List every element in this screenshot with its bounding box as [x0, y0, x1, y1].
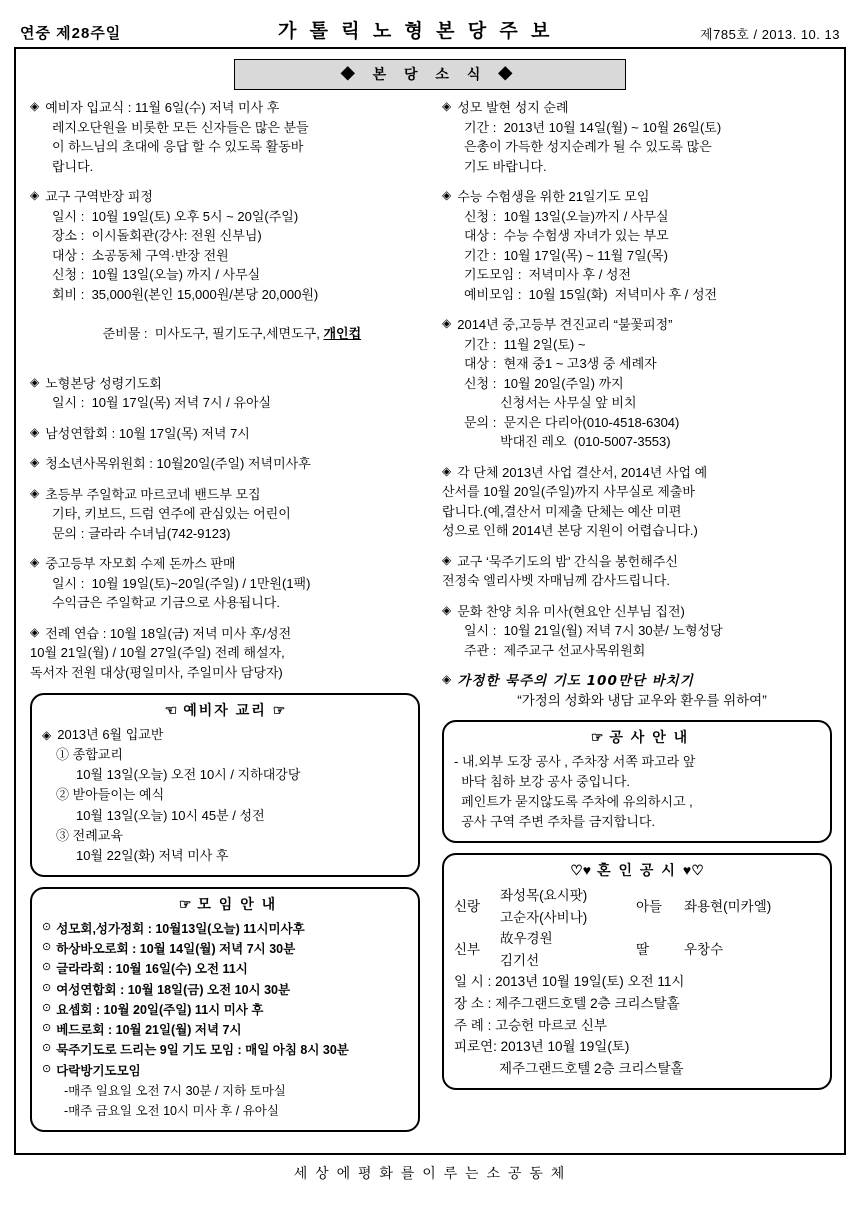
- notice-item: [442, 602, 832, 661]
- catechumen-row: [42, 826, 408, 846]
- notice-line: 대상 : 소공동체 구역·반장 전원: [52, 247, 229, 263]
- diamond-bullet-icon: ◈: [30, 555, 40, 569]
- notice-line: 기도모임 : 저녁미사 후 / 성전: [464, 267, 632, 282]
- masthead: [14, 10, 846, 47]
- notice-line: 랍니다.(예,결산서 미제출 단체는 예산 미편: [442, 503, 682, 519]
- bride-name: 우창수: [684, 942, 724, 958]
- marriage-detail-line: 피로연: 2013년 10월 19일(토): [454, 1039, 630, 1055]
- diamond-bullet-icon: ◈: [42, 728, 52, 742]
- meeting-item-text: 다락방기도모임: [56, 1063, 141, 1078]
- construction-line: 페인트가 묻지않도록 주차에 유의하시고 ,: [454, 793, 693, 809]
- groom-relation: 아들: [636, 898, 663, 914]
- notice-line: 독서자 전원 대상(평일미사, 주일미사 담당자): [30, 664, 283, 680]
- groom-name: 좌용현(미카엘): [684, 898, 772, 914]
- circle-dot-icon: ⊙: [42, 941, 52, 954]
- circled-number-icon: ③: [56, 827, 70, 843]
- notice-line: 대상 : 현재 중1 ~ 고3생 중 세례자: [464, 356, 657, 371]
- marriage-detail-line: 장 소 : 제주그랜드호텔 2층 크리스탈홀: [454, 996, 680, 1012]
- list-item: [42, 1040, 408, 1060]
- notice-line: 주관 : 제주교구 선교사목위원회: [464, 642, 646, 658]
- bride-parent-name: 김기선: [500, 952, 540, 968]
- circled-number-icon: ②: [56, 787, 70, 803]
- meeting-item-text: 베드로회 : 10월 21일(월) 저녁 7시: [56, 1023, 242, 1038]
- notice-line: 회비 : 35,000원(본인 15,000원/본당 20,000원): [52, 286, 319, 302]
- diamond-bullet-icon: ◈: [442, 188, 452, 202]
- notice-item: [442, 187, 832, 304]
- list-item: [42, 1000, 408, 1020]
- construction-box-title: [454, 727, 820, 747]
- notice-line: 전정숙 엘리사벳 자매님께 감사드립니다.: [442, 573, 670, 588]
- marriage-detail-line: 제주그랜드호텔 2층 크리스탈홀: [454, 1060, 684, 1076]
- notice-item: [442, 315, 832, 452]
- circle-dot-icon: ⊙: [42, 961, 52, 974]
- construction-line: 공사 구역 주변 주차를 금지합니다.: [454, 813, 656, 829]
- notice-line: 장소 : 이시돌회관(강사: 전원 신부님): [52, 228, 262, 243]
- notice-item: [442, 463, 832, 541]
- marriage-box-title: [454, 860, 820, 880]
- notice-heading: 중고등부 자모회 수제 돈까스 판매: [45, 556, 236, 571]
- notice-line: 신청서는 사무실 앞 비치: [464, 395, 637, 410]
- meeting-item-text: 여성연합회 : 10월 18일(금) 오전 10시 30분: [56, 982, 291, 997]
- notice-item: [30, 454, 420, 474]
- notice-heading: 성모 발현 성지 순례: [457, 100, 569, 115]
- right-column: [430, 98, 836, 1142]
- notice-heading: 수능 수험생을 위한 21일기도 모임: [457, 189, 650, 204]
- notice-line: 문의 : 문지은 다리아(010-4518-6304): [464, 414, 680, 430]
- notice-line: 신청 : 10월 20일(주일) 까지: [464, 375, 624, 391]
- masthead-issue: 제785호 / 2013. 10. 13: [700, 27, 840, 42]
- meeting-box-title-text: 모 임 안 내: [197, 895, 278, 912]
- notice-heading: 노형본당 성령기도회: [45, 375, 162, 391]
- catechumen-row-text: 전례교육: [72, 827, 123, 843]
- construction-line: - 내.외부 도장 공사 , 주차장 서쪽 파고라 앞: [454, 753, 696, 769]
- pointing-hand-right-icon: ☞: [178, 895, 192, 912]
- pointing-hand-right-icon: ☞: [272, 702, 286, 718]
- catechumen-row-detail: 10월 13일(오늘) 10시 45분 / 성전: [76, 807, 265, 823]
- notice-line: 수익금은 주일학교 기금으로 사용됩니다.: [52, 595, 280, 610]
- notice-heading: 각 단체 2013년 사업 결산서, 2014년 사업 예: [457, 464, 708, 480]
- bride-label: 신부: [454, 942, 481, 958]
- catechumen-row-text: 종합교리: [72, 747, 123, 763]
- bride-parent-name: 故우경원: [500, 931, 553, 947]
- notice-item: [30, 624, 420, 683]
- diamond-bullet-icon: ◈: [30, 455, 40, 469]
- notice-heading: 전례 연습 : 10월 18일(금) 저녁 미사 후/성전: [45, 625, 292, 641]
- notice-item: [30, 98, 420, 176]
- page-footer: 세 상 에 평 화 를 이 루 는 소 공 동 체: [293, 1165, 567, 1181]
- circle-dot-icon: ⊙: [42, 1062, 52, 1075]
- diamond-bullet-icon: ◈: [30, 188, 40, 202]
- notice-line: 신청 : 10월 13일(오늘) 까지 / 사무실: [52, 267, 261, 282]
- notice-emphasis: 개인컵: [323, 325, 362, 341]
- two-column-layout: [24, 98, 836, 1142]
- construction-line: 바닥 침하 보강 공사 중입니다.: [454, 773, 630, 789]
- banner-wrap: [24, 55, 836, 90]
- left-column: [24, 98, 430, 1142]
- diamond-bullet-icon: ◈: [30, 99, 40, 113]
- meeting-item-text: 성모회,성가정회 : 10월13일(오늘) 11시미사후: [56, 921, 305, 936]
- section-banner: ◆ 본 당 소 식 ◆: [234, 59, 626, 90]
- notice-item: [30, 554, 420, 613]
- circle-dot-icon: ⊙: [42, 1001, 52, 1014]
- list-item: [42, 919, 408, 939]
- catechumen-row-text: 2013년 6월 입교반: [57, 727, 164, 742]
- meeting-item-text: 묵주기도로 드리는 9일 기도 모임 : 매일 아침 8시 30분: [56, 1043, 349, 1058]
- notice-item: [30, 424, 420, 444]
- notice-heading: 초등부 주일학교 마르코네 밴드부 모집: [45, 486, 261, 502]
- notice-line: 레지오단원을 비롯한 모든 신자들은 많은 분들: [52, 119, 309, 135]
- meeting-note: -매주 일요일 오전 7시 30분 / 지하 토마실: [64, 1083, 286, 1098]
- notice-heading: 교구 ‘묵주기도의 밤’ 간식을 봉헌해주신: [457, 553, 678, 569]
- meeting-list: [42, 919, 408, 1122]
- diamond-bullet-icon: ◈: [442, 672, 452, 686]
- diamond-bullet-icon: ◈: [30, 424, 40, 439]
- notice-line: 기타, 키보드, 드럼 연주에 관심있는 어린이: [52, 506, 291, 521]
- notice-heading: 남성연합회 : 10월 17일(목) 저녁 7시: [45, 425, 250, 441]
- notice-line: 일시 : 10월 21일(월) 저녁 7시 30분/ 노형성당: [464, 623, 723, 638]
- notice-item: [30, 485, 420, 544]
- list-item: [42, 1020, 408, 1040]
- groom-label: 신랑: [454, 898, 481, 914]
- diamond-bullet-icon: ◈: [30, 624, 40, 639]
- list-item: [42, 1061, 408, 1081]
- catechumen-row-text: 받아들이는 예식: [72, 787, 165, 803]
- notice-heading: 문화 찬양 치유 미사(현요안 신부님 집전): [457, 603, 685, 619]
- notice-line: 일시 : 10월 17일(목) 저녁 7시 / 유아실: [52, 395, 272, 410]
- notice-line: 준비물 : 미사도구, 필기도구,세면도구,: [102, 325, 324, 341]
- notice-item: [442, 552, 832, 591]
- catechumen-box-title-text: 예비자 교리: [183, 702, 267, 718]
- notice-line: 박대진 레오 (010-5007-3553): [464, 434, 671, 449]
- catechumen-box-title: [42, 700, 408, 720]
- marriage-banns-box: [442, 853, 832, 1090]
- catechumen-class-box: [30, 693, 420, 877]
- notice-heading: 예비자 입교식 : 11월 6일(수) 저녁 미사 후: [45, 100, 280, 115]
- catechumen-row: [42, 785, 408, 805]
- meeting-note: -매주 금요일 오전 10시 미사 후 / 유아실: [64, 1104, 279, 1119]
- notice-line: 10월 21일(월) / 10월 27일(주일) 전례 해설자,: [30, 645, 285, 660]
- marriage-box-title-text: 혼 인 공 시: [597, 862, 677, 879]
- hearts-icon: ♥♡: [682, 862, 704, 879]
- circle-dot-icon: ⊙: [42, 1042, 52, 1055]
- notice-line: 기간 : 11월 2일(토) ~: [464, 336, 586, 352]
- bride-relation: 딸: [636, 942, 650, 958]
- construction-notice-box: [442, 720, 832, 844]
- diamond-bullet-icon: ◈: [442, 602, 452, 617]
- notice-line: 문의 : 글라라 수녀님(742-9123): [52, 525, 231, 541]
- notice-item: [442, 98, 832, 176]
- notice-heading: 2014년 중,고등부 견진교리 “불꽃피정”: [457, 317, 673, 332]
- notice-line: 이 하느님의 초대에 응답 할 수 있도록 활동바: [52, 139, 304, 154]
- notice-heading: 청소년사목위원회 : 10월20일(주일) 저녁미사후: [45, 456, 311, 471]
- groom-parent-name: 고순자(사비나): [500, 909, 588, 925]
- marriage-detail-line: 일 시 : 2013년 10월 19일(토) 오전 11시: [454, 974, 685, 990]
- diamond-bullet-icon: ◈: [442, 99, 452, 113]
- masthead-title: 가 톨 릭 노 형 본 당 주 보: [277, 21, 554, 42]
- notice-line: 대상 : 수능 수험생 자녀가 있는 부모: [464, 228, 669, 243]
- notice-line: 기도 바랍니다.: [464, 158, 547, 174]
- notice-line: 기간 : 10월 17일(목) ~ 11월 7일(목): [464, 247, 668, 263]
- circle-dot-icon: ⊙: [42, 1022, 52, 1035]
- notice-line: 은총이 가득한 성지순례가 될 수 있도록 많은: [464, 139, 712, 154]
- masthead-left: 연중 제28주일: [20, 25, 122, 42]
- catechumen-row: [42, 745, 408, 765]
- content-frame: [14, 47, 846, 1155]
- notice-line: 성으로 인해 2014년 본당 지원이 어렵습니다.): [442, 523, 698, 538]
- construction-lines: [454, 752, 820, 833]
- meeting-guide-box: [30, 887, 420, 1133]
- catechumen-row-detail: 10월 22일(화) 저녁 미사 후: [76, 847, 229, 863]
- prayer-campaign-item: [442, 671, 832, 712]
- list-item: [42, 939, 408, 959]
- notice-line: 예비모임 : 10월 15일(화) 저녁미사 후 / 성전: [464, 286, 718, 302]
- meeting-box-title: [42, 894, 408, 914]
- notice-line: 신청 : 10월 13일(오늘)까지 / 사무실: [464, 208, 669, 224]
- groom-parent-name: 좌성목(요시팟): [500, 888, 588, 904]
- pointing-hand-right-icon: ☞: [590, 728, 604, 745]
- circle-dot-icon: ⊙: [42, 981, 52, 994]
- notice-item: [30, 187, 420, 363]
- marriage-detail-line: 주 례 : 고승헌 마르코 신부: [454, 1017, 607, 1033]
- notice-line: 랍니다.: [52, 158, 94, 174]
- prayer-campaign-quote: “가정의 성화와 냉담 교우와 환우를 위하여”: [517, 693, 767, 709]
- notice-line: 산서를 10월 20일(주일)까지 사무실로 제출바: [442, 484, 695, 499]
- construction-box-title-text: 공 사 안 내: [609, 728, 690, 745]
- notice-heading: 교구 구역반장 피정: [45, 189, 153, 204]
- circled-number-icon: ①: [56, 747, 70, 763]
- meeting-item-text: 요셉회 : 10월 20일(주일) 11시 미사 후: [56, 1002, 264, 1017]
- catechumen-rows: [42, 725, 408, 866]
- diamond-bullet-icon: ◈: [442, 463, 452, 478]
- meeting-item-text: 하상바오로회 : 10월 14일(월) 저녁 7시 30분: [56, 942, 296, 957]
- meeting-item-text: 글라라회 : 10월 16일(수) 오전 11시: [56, 962, 248, 977]
- notice-item: [30, 374, 420, 413]
- catechumen-row-detail: 10월 13일(오늘) 오전 10시 / 지하대강당: [76, 767, 301, 783]
- list-item: [42, 959, 408, 979]
- marriage-parents-grid: [454, 885, 820, 971]
- list-item: [42, 980, 408, 1000]
- diamond-bullet-icon: ◈: [442, 316, 452, 330]
- catechumen-row: [42, 725, 408, 745]
- diamond-bullet-icon: ◈: [30, 374, 40, 389]
- diamond-bullet-icon: ◈: [30, 485, 40, 500]
- notice-line: 일시 : 10월 19일(토) 오후 5시 ~ 20일(주일): [52, 208, 299, 224]
- circle-dot-icon: ⊙: [42, 920, 52, 933]
- notice-line: 기간 : 2013년 10월 14일(월) ~ 10월 26일(토): [464, 119, 722, 135]
- pointing-hand-left-icon: ☜: [164, 702, 178, 718]
- marriage-details: [454, 885, 820, 1079]
- notice-line: 일시 : 10월 19일(토)~20일(주일) / 1만원(1팩): [52, 575, 311, 591]
- hearts-icon: ♡♥: [570, 862, 592, 879]
- prayer-campaign-heading: 가정한 묵주의 기도 100만단 바치기: [457, 673, 694, 689]
- diamond-bullet-icon: ◈: [442, 552, 452, 567]
